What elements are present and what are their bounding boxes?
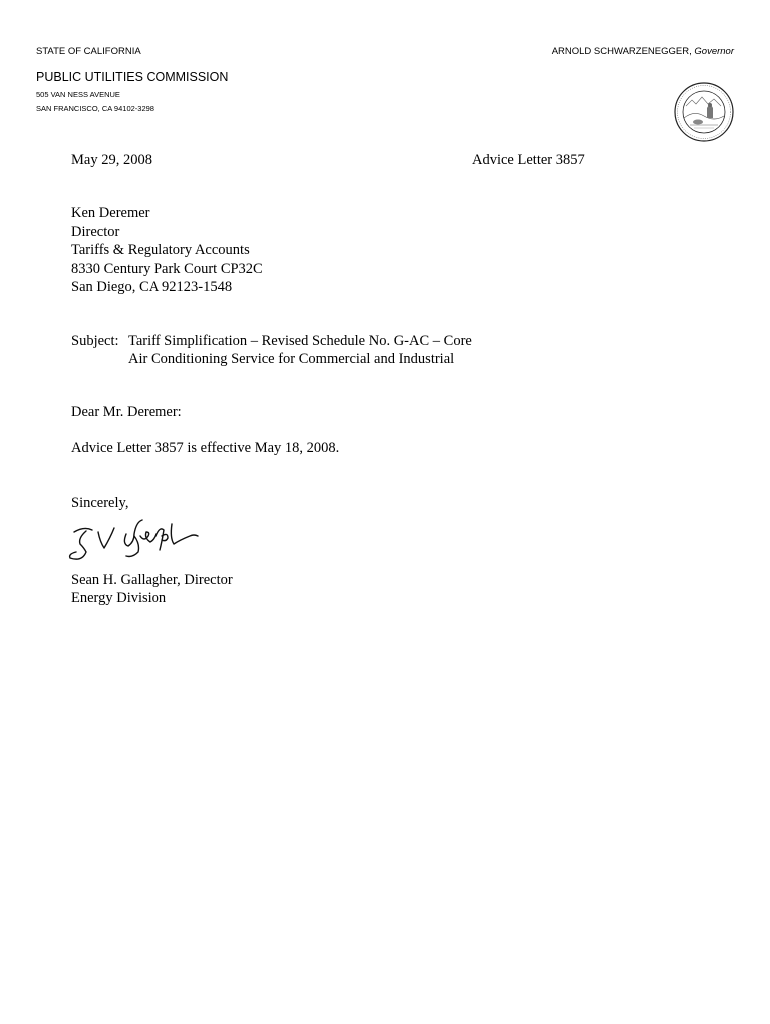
state-name: STATE OF CALIFORNIA (36, 46, 141, 57)
letter-body: Advice Letter 3857 is effective May 18, 2008. (71, 440, 340, 456)
governor-title: Governor (694, 46, 734, 57)
agency-name: PUBLIC UTILITIES COMMISSION (36, 70, 229, 84)
handwritten-signature (64, 514, 214, 568)
recipient-address (71, 204, 263, 297)
signer-name: Sean H. Gallagher, Director (71, 572, 233, 588)
subject-label: Subject: (71, 333, 119, 349)
recipient-title: Director (71, 223, 120, 240)
salutation: Dear Mr. Deremer: (71, 404, 182, 420)
address-line-2: SAN FRANCISCO, CA 94102-3298 (36, 104, 154, 113)
address-line-1: 505 VAN NESS AVENUE (36, 90, 120, 99)
governor-name: ARNOLD SCHWARZENEGGER, (551, 46, 692, 57)
recipient-street: 8330 Century Park Court CP32C (71, 260, 263, 277)
recipient-name: Ken Deremer (71, 205, 150, 221)
signer-division: Energy Division (71, 590, 167, 606)
california-state-seal-icon (674, 82, 734, 142)
subject-line-2: Air Conditioning Service for Commercial and Industrial (128, 351, 455, 367)
letter-date: May 29, 2008 (71, 152, 152, 168)
governor-line (552, 46, 734, 57)
recipient-department: Tariffs & Regulatory Accounts (71, 242, 250, 258)
advice-letter-number: Advice Letter 3857 (472, 152, 585, 168)
subject-line-1: Tariff Simplification – Revised Schedule No. G-AC – Core (128, 333, 472, 349)
recipient-city: San Diego, CA 92123-1548 (71, 279, 233, 295)
closing: Sincerely, (71, 495, 129, 511)
